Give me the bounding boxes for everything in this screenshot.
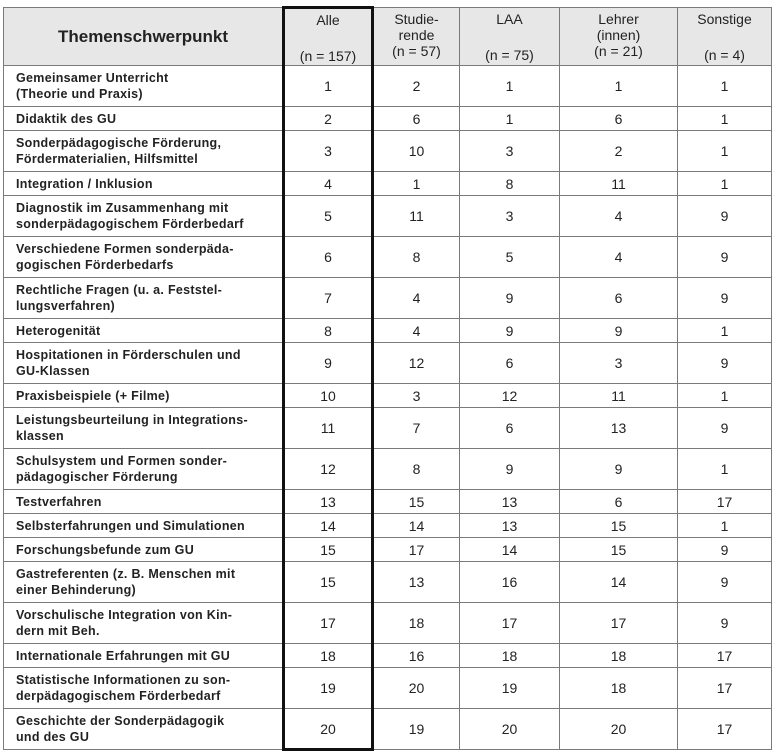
rank-cell: 13 [284,490,373,514]
rank-cell: 2 [560,131,678,172]
rank-cell: 13 [373,562,460,603]
rank-cell: 1 [373,172,460,196]
column-header-teachers [560,8,678,66]
topic-cell: Rechtliche Fragen (u. a. Feststel- lungsverfahren) [4,278,284,319]
rank-cell: 20 [460,709,560,750]
column-header-label: Studie- rende [394,11,439,43]
rank-cell: 8 [284,319,373,343]
rank-cell: 9 [678,343,772,384]
rank-cell: 16 [460,562,560,603]
topic-column-header: Themenschwerpunkt [4,8,284,66]
rank-cell: 9 [678,562,772,603]
rank-cell: 17 [373,538,460,562]
table-row [4,343,772,384]
column-header-label: Alle [316,12,340,28]
topic-cell: Integration / Inklusion [4,172,284,196]
table-row [4,490,772,514]
topic-cell: Gemeinsamer Unterricht (Theorie und Praxis) [4,66,284,107]
rank-cell: 10 [284,384,373,408]
rank-cell: 15 [373,490,460,514]
rank-cell: 4 [560,196,678,237]
rank-cell: 9 [460,449,560,490]
topic-cell: Diagnostik im Zusammenhang mit sonderpädagogischem Förderbedarf [4,196,284,237]
rank-cell: 3 [460,131,560,172]
rank-cell: 9 [678,408,772,449]
rank-cell: 4 [284,172,373,196]
rank-cell: 4 [373,278,460,319]
table-row [4,278,772,319]
rank-cell: 11 [560,172,678,196]
table-row [4,196,772,237]
table-header [4,8,772,66]
rank-cell: 12 [284,449,373,490]
rank-cell: 1 [678,384,772,408]
topic-cell: Sonderpädagogische Förderung, Fördermaterialien, Hilfsmittel [4,131,284,172]
rank-cell: 6 [284,237,373,278]
table-row [4,562,772,603]
rank-cell: 12 [373,343,460,384]
rank-cell: 19 [460,668,560,709]
rank-cell: 6 [560,490,678,514]
rank-cell: 14 [560,562,678,603]
rank-cell: 16 [373,644,460,668]
rank-cell: 13 [460,514,560,538]
rank-cell: 2 [284,107,373,131]
topic-cell: Didaktik des GU [4,107,284,131]
rank-cell: 3 [560,343,678,384]
rank-cell: 1 [678,449,772,490]
table-row [4,107,772,131]
rank-cell: 9 [284,343,373,384]
table-row [4,538,772,562]
rank-cell: 9 [678,538,772,562]
rank-cell: 1 [678,66,772,107]
rank-cell: 17 [678,668,772,709]
rank-cell: 11 [284,408,373,449]
rank-cell: 4 [560,237,678,278]
rank-cell: 17 [460,603,560,644]
rank-cell: 13 [560,408,678,449]
rank-cell: 7 [373,408,460,449]
rank-cell: 9 [460,319,560,343]
rank-cell: 10 [373,131,460,172]
rank-cell: 1 [284,66,373,107]
rank-cell: 2 [373,66,460,107]
rank-cell: 15 [284,538,373,562]
rank-cell: 9 [678,603,772,644]
topic-cell: Geschichte der Sonderpädagogik und des GU [4,709,284,750]
rank-cell: 1 [460,107,560,131]
rank-cell: 18 [560,668,678,709]
topic-cell: Schulsystem und Formen sonder- pädagogischer Förderung [4,449,284,490]
column-header-label: Lehrer (innen) [596,11,641,43]
column-header-all [284,8,373,66]
table-row [4,66,772,107]
rank-cell: 9 [560,319,678,343]
rank-cell: 6 [460,408,560,449]
column-header-laa [460,8,560,66]
rank-cell: 17 [284,603,373,644]
topic-cell: Heterogenität [4,319,284,343]
column-header-count: (n = 21) [594,43,643,59]
rank-cell: 6 [560,107,678,131]
rank-cell: 12 [460,384,560,408]
table-row [4,644,772,668]
rank-cell: 9 [460,278,560,319]
rank-cell: 1 [560,66,678,107]
rank-cell: 18 [373,603,460,644]
column-header-count: (n = 4) [704,47,745,63]
rank-cell: 1 [678,514,772,538]
table-row [4,603,772,644]
topic-cell: Forschungsbefunde zum GU [4,538,284,562]
topic-cell: Statistische Informationen zu son- derpädagogischem Förderbedarf [4,668,284,709]
rank-cell: 9 [678,237,772,278]
rank-cell: 14 [284,514,373,538]
rank-cell: 6 [460,343,560,384]
rank-cell: 8 [373,237,460,278]
rank-cell: 17 [560,603,678,644]
rank-cell: 17 [678,709,772,750]
rank-cell: 8 [460,172,560,196]
table-row [4,131,772,172]
rank-cell: 4 [373,319,460,343]
rank-cell: 1 [460,66,560,107]
topic-cell: Leistungsbeurteilung in Integrations- klassen [4,408,284,449]
rank-cell: 6 [373,107,460,131]
rank-cell: 11 [373,196,460,237]
column-header-count: (n = 157) [299,48,357,64]
rank-cell: 18 [560,644,678,668]
rank-cell: 8 [373,449,460,490]
rank-cell: 1 [678,319,772,343]
rank-cell: 1 [678,172,772,196]
rank-cell: 1 [678,131,772,172]
table-row [4,172,772,196]
rank-cell: 14 [373,514,460,538]
table-row [4,237,772,278]
rank-cell: 13 [460,490,560,514]
table-row [4,408,772,449]
ranking-table [3,6,772,751]
table-row [4,514,772,538]
table-row [4,709,772,750]
topic-cell: Internationale Erfahrungen mit GU [4,644,284,668]
rank-cell: 19 [373,709,460,750]
rank-cell: 17 [678,644,772,668]
rank-cell: 20 [560,709,678,750]
rank-cell: 15 [284,562,373,603]
rank-cell: 7 [284,278,373,319]
rank-cell: 3 [284,131,373,172]
table-row [4,384,772,408]
topic-cell: Praxisbeispiele (+ Filme) [4,384,284,408]
rank-cell: 11 [560,384,678,408]
rank-cell: 9 [560,449,678,490]
rank-cell: 3 [460,196,560,237]
rank-cell: 18 [284,644,373,668]
rank-cell: 15 [560,538,678,562]
column-header-count: (n = 57) [392,43,441,59]
rank-cell: 15 [560,514,678,538]
rank-cell: 5 [460,237,560,278]
column-header-label: LAA [496,11,523,27]
rank-cell: 17 [678,490,772,514]
topic-cell: Gastreferenten (z. B. Menschen mit einer Behinderung) [4,562,284,603]
rank-cell: 14 [460,538,560,562]
column-header-students [373,8,460,66]
rank-cell: 19 [284,668,373,709]
table-row [4,668,772,709]
column-header-count: (n = 75) [485,47,534,63]
table-row [4,449,772,490]
topic-cell: Testverfahren [4,490,284,514]
rank-cell: 5 [284,196,373,237]
topic-cell: Verschiedene Formen sonderpäda- gogischen Förderbedarfs [4,237,284,278]
table-body [4,66,772,750]
topic-cell: Selbsterfahrungen und Simulationen [4,514,284,538]
rank-cell: 20 [373,668,460,709]
table-row [4,319,772,343]
column-header-other [678,8,772,66]
rank-cell: 6 [560,278,678,319]
topic-cell: Hospitationen in Förderschulen und GU-Klassen [4,343,284,384]
rank-cell: 1 [678,107,772,131]
rank-cell: 3 [373,384,460,408]
rank-cell: 20 [284,709,373,750]
rank-cell: 9 [678,278,772,319]
rank-cell: 18 [460,644,560,668]
column-header-label: Sonstige [697,11,752,27]
topic-cell: Vorschulische Integration von Kin- dern mit Beh. [4,603,284,644]
rank-cell: 9 [678,196,772,237]
